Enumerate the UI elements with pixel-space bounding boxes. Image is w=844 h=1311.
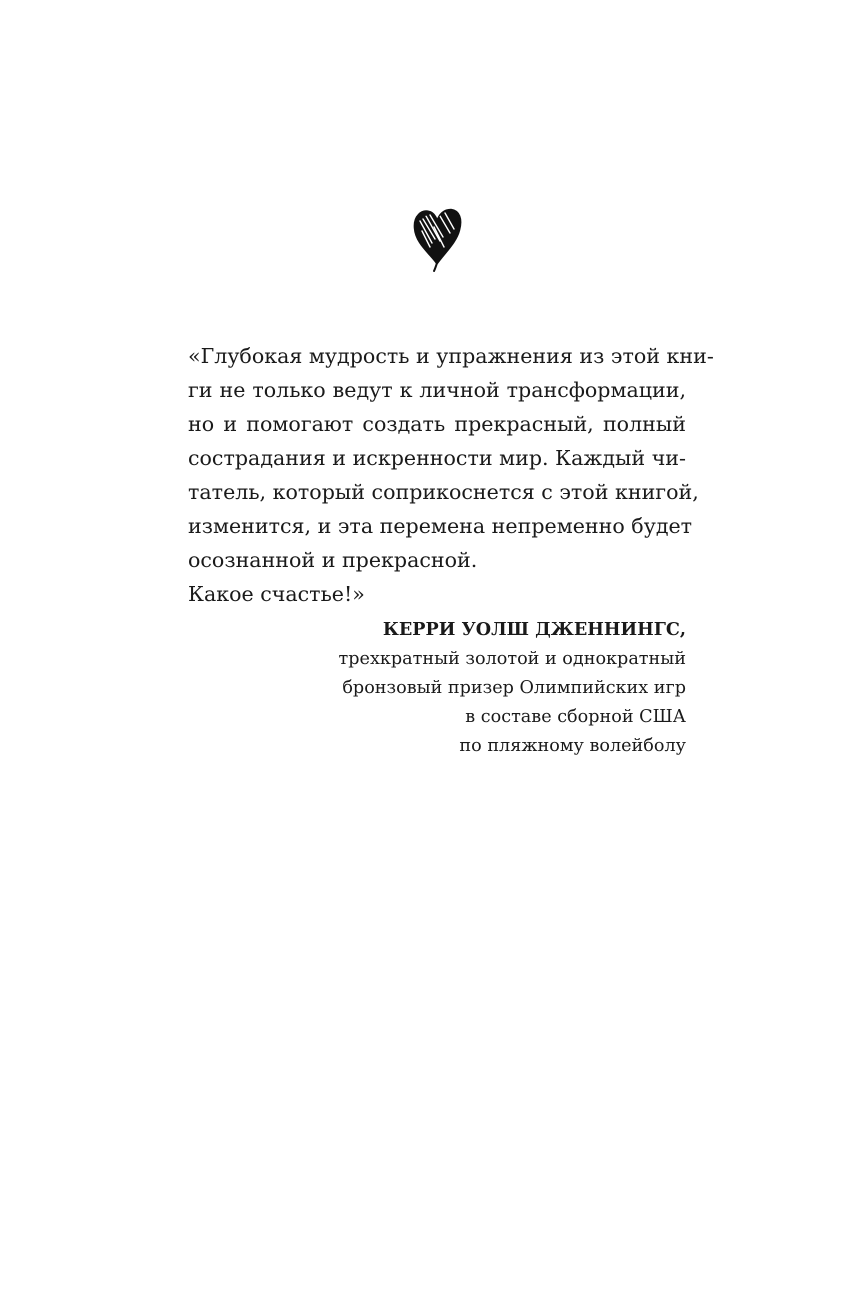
author-name: КЕРРИ УОЛШ ДЖЕННИНГС, [382,619,686,640]
quote-line: сострадания и искренности мир. Каждый чи- [188,446,686,470]
quote-line: татель, который соприкоснется с этой книгой, [188,480,699,504]
author-credential-line: в составе сборной США [465,707,686,727]
quote-line: изменится, и эта перемена непременно будет [188,514,693,538]
author-credential-line: бронзовый призер Олимпийских игр [342,678,686,698]
heart-doodle-icon [410,203,464,273]
attribution-block [339,615,686,761]
quote-line: но и помогают создать прекрасный, полный [188,412,686,436]
quote-line: ги не только ведут к личной трансформации, [188,378,686,402]
author-credential-line: по пляжному волейболу [459,736,686,756]
author-credential-line: трехкратный золотой и однократный [338,649,686,669]
quote-block [188,339,714,611]
quote-line: «Глубокая мудрость и упражнения из этой кни- [188,344,714,368]
quote-line: Какое счастье!» [188,582,365,606]
quote-line: осознанной и прекрасной. [188,548,478,572]
